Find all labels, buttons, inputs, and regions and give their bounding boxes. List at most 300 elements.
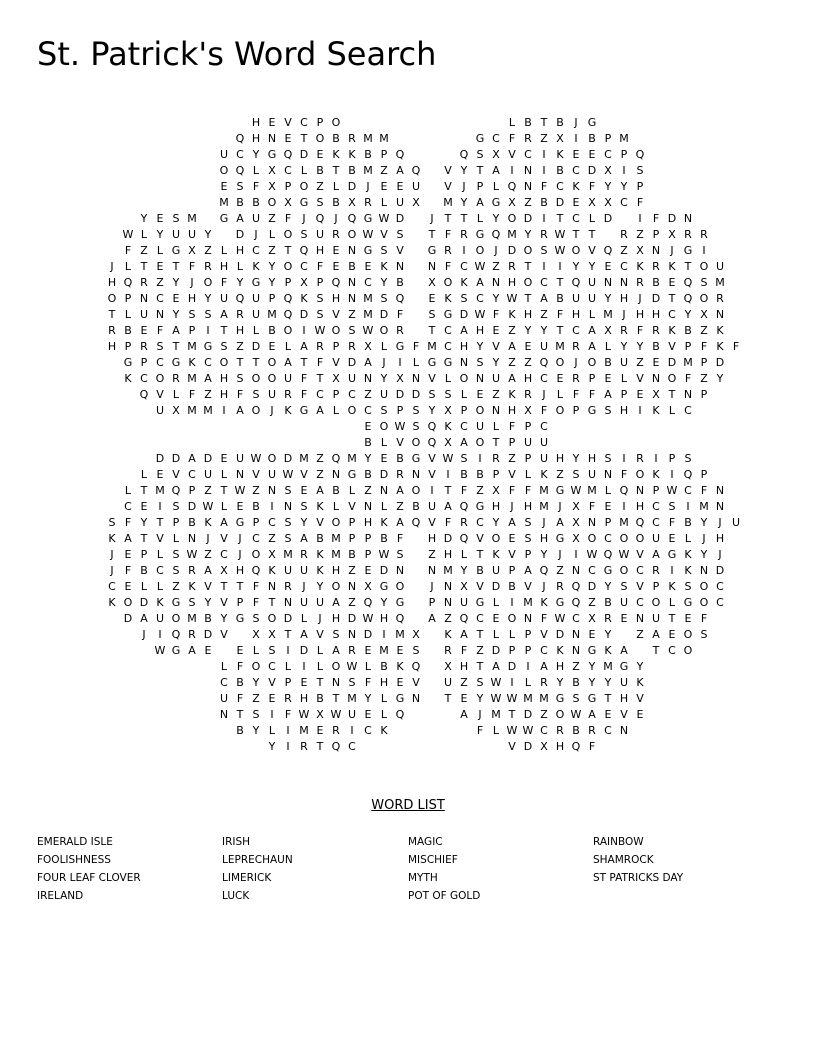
grid-letter: J bbox=[254, 228, 258, 241]
grid-letter: O bbox=[571, 244, 581, 257]
grid-row bbox=[0, 339, 816, 355]
grid-letter: S bbox=[316, 292, 324, 305]
grid-letter: Y bbox=[604, 580, 612, 593]
grid-letter: Q bbox=[427, 420, 437, 433]
grid-letter: Y bbox=[524, 324, 532, 337]
grid-letter: Z bbox=[204, 388, 212, 401]
grid-letter: I bbox=[526, 660, 530, 673]
grid-letter: F bbox=[396, 308, 404, 321]
grid-letter: I bbox=[158, 500, 162, 513]
grid-letter: T bbox=[508, 708, 516, 721]
grid-letter: Y bbox=[156, 228, 164, 241]
grid-letter: P bbox=[524, 644, 532, 657]
grid-letter: L bbox=[172, 388, 180, 401]
grid-letter: P bbox=[492, 468, 500, 481]
grid-letter: L bbox=[476, 212, 484, 225]
grid-letter: V bbox=[412, 676, 420, 689]
grid-letter: C bbox=[636, 596, 644, 609]
grid-letter: W bbox=[314, 324, 326, 337]
grid-letter: Z bbox=[172, 580, 180, 593]
grid-letter: X bbox=[444, 436, 452, 449]
grid-letter: D bbox=[587, 164, 597, 177]
grid-letter: U bbox=[395, 196, 405, 209]
grid-letter: V bbox=[588, 244, 596, 257]
grid-letter: R bbox=[572, 340, 580, 353]
grid-letter: R bbox=[716, 292, 724, 305]
grid-row bbox=[0, 275, 816, 291]
grid-letter: E bbox=[284, 132, 292, 145]
grid-letter: N bbox=[635, 484, 645, 497]
grid-letter: C bbox=[492, 132, 500, 145]
grid-letter: O bbox=[123, 596, 133, 609]
grid-letter: D bbox=[443, 532, 453, 545]
grid-letter: K bbox=[604, 644, 612, 657]
grid-letter: Z bbox=[524, 196, 532, 209]
word-list-item: LUCK bbox=[222, 890, 250, 902]
grid-letter: I bbox=[574, 548, 578, 561]
grid-letter: K bbox=[492, 548, 500, 561]
grid-letter: U bbox=[427, 500, 437, 513]
grid-letter: O bbox=[443, 276, 453, 289]
grid-letter: L bbox=[492, 180, 500, 193]
grid-letter: Y bbox=[604, 676, 612, 689]
grid-letter: I bbox=[286, 724, 290, 737]
grid-letter: C bbox=[348, 388, 356, 401]
grid-letter: F bbox=[444, 516, 452, 529]
grid-letter: E bbox=[204, 644, 212, 657]
grid-letter: W bbox=[506, 292, 518, 305]
grid-letter: L bbox=[492, 596, 500, 609]
grid-letter: C bbox=[156, 356, 164, 369]
grid-letter: S bbox=[604, 452, 612, 465]
grid-letter: X bbox=[348, 196, 356, 209]
grid-letter: H bbox=[331, 292, 341, 305]
grid-letter: G bbox=[667, 548, 677, 561]
grid-letter: P bbox=[604, 132, 612, 145]
grid-letter: N bbox=[619, 724, 629, 737]
grid-letter: B bbox=[380, 532, 388, 545]
grid-letter: K bbox=[556, 148, 564, 161]
grid-letter: Y bbox=[380, 276, 388, 289]
grid-letter: B bbox=[236, 676, 244, 689]
grid-letter: V bbox=[284, 116, 292, 129]
grid-letter: B bbox=[236, 724, 244, 737]
grid-letter: L bbox=[316, 660, 324, 673]
grid-letter: Y bbox=[172, 276, 180, 289]
grid-letter: O bbox=[155, 372, 165, 385]
grid-letter: P bbox=[316, 116, 324, 129]
grid-letter: P bbox=[476, 180, 484, 193]
grid-letter: K bbox=[668, 324, 676, 337]
grid-letter: N bbox=[651, 372, 661, 385]
grid-letter: W bbox=[554, 228, 566, 241]
grid-letter: M bbox=[379, 644, 389, 657]
grid-letter: C bbox=[316, 388, 324, 401]
grid-letter: C bbox=[364, 276, 372, 289]
grid-letter: I bbox=[398, 356, 402, 369]
grid-letter: S bbox=[108, 516, 116, 529]
grid-letter: T bbox=[316, 740, 324, 753]
grid-letter: K bbox=[460, 276, 468, 289]
grid-letter: E bbox=[396, 180, 404, 193]
grid-letter: U bbox=[219, 148, 229, 161]
grid-letter: G bbox=[251, 276, 261, 289]
grid-letter: X bbox=[604, 196, 612, 209]
grid-letter: D bbox=[667, 356, 677, 369]
grid-letter: P bbox=[140, 356, 148, 369]
grid-letter: T bbox=[540, 116, 548, 129]
grid-letter: C bbox=[236, 148, 244, 161]
grid-letter: S bbox=[476, 676, 484, 689]
grid-letter: U bbox=[523, 436, 533, 449]
grid-letter: V bbox=[476, 580, 484, 593]
grid-letter: N bbox=[267, 484, 277, 497]
grid-letter: C bbox=[268, 516, 276, 529]
grid-letter: Z bbox=[204, 548, 212, 561]
grid-letter: J bbox=[494, 244, 498, 257]
grid-letter: A bbox=[220, 516, 228, 529]
grid-letter: N bbox=[347, 244, 357, 257]
grid-letter: B bbox=[332, 484, 340, 497]
grid-letter: T bbox=[220, 324, 228, 337]
grid-letter: L bbox=[380, 436, 388, 449]
grid-letter: R bbox=[348, 132, 356, 145]
grid-letter: T bbox=[172, 260, 180, 273]
grid-row bbox=[0, 371, 816, 387]
grid-letter: N bbox=[571, 644, 581, 657]
grid-letter: X bbox=[284, 196, 292, 209]
grid-letter: U bbox=[379, 388, 389, 401]
grid-letter: Z bbox=[476, 644, 484, 657]
word-list-item: MAGIC bbox=[408, 836, 443, 848]
grid-letter: V bbox=[316, 628, 324, 641]
grid-letter: G bbox=[395, 596, 405, 609]
grid-letter: F bbox=[460, 484, 468, 497]
grid-letter: V bbox=[428, 452, 436, 465]
grid-letter: H bbox=[107, 340, 117, 353]
grid-row bbox=[0, 291, 816, 307]
grid-letter: O bbox=[459, 372, 469, 385]
grid-letter: V bbox=[492, 340, 500, 353]
grid-row bbox=[0, 307, 816, 323]
grid-letter: K bbox=[316, 500, 324, 513]
grid-letter: G bbox=[171, 356, 181, 369]
grid-letter: J bbox=[318, 612, 322, 625]
grid-letter: E bbox=[156, 260, 164, 273]
grid-letter: F bbox=[236, 692, 244, 705]
grid-letter: Y bbox=[476, 340, 484, 353]
grid-letter: A bbox=[204, 564, 212, 577]
grid-letter: B bbox=[364, 436, 372, 449]
grid-letter: B bbox=[332, 132, 340, 145]
grid-letter: P bbox=[332, 340, 340, 353]
grid-letter: E bbox=[636, 708, 644, 721]
grid-letter: T bbox=[316, 676, 324, 689]
grid-letter: Z bbox=[252, 692, 260, 705]
grid-letter: B bbox=[396, 276, 404, 289]
grid-letter: G bbox=[235, 612, 245, 625]
grid-letter: G bbox=[203, 340, 213, 353]
grid-letter: T bbox=[236, 708, 244, 721]
grid-letter: L bbox=[492, 420, 500, 433]
grid-letter: G bbox=[619, 660, 629, 673]
grid-letter: Q bbox=[299, 244, 309, 257]
grid-letter: K bbox=[108, 532, 116, 545]
grid-letter: X bbox=[572, 516, 580, 529]
grid-letter: B bbox=[316, 532, 324, 545]
grid-letter: Q bbox=[283, 292, 293, 305]
grid-letter: D bbox=[379, 564, 389, 577]
grid-letter: J bbox=[478, 708, 482, 721]
grid-letter: W bbox=[362, 324, 374, 337]
grid-letter: A bbox=[556, 516, 564, 529]
grid-letter: D bbox=[395, 388, 405, 401]
grid-letter: Q bbox=[283, 308, 293, 321]
grid-letter: H bbox=[635, 500, 645, 513]
grid-letter: D bbox=[507, 244, 517, 257]
grid-letter: T bbox=[652, 644, 660, 657]
grid-letter: E bbox=[332, 260, 340, 273]
grid-letter: K bbox=[380, 516, 388, 529]
grid-letter: U bbox=[315, 596, 325, 609]
grid-letter: K bbox=[108, 596, 116, 609]
grid-letter: Y bbox=[524, 228, 532, 241]
grid-letter: V bbox=[316, 516, 324, 529]
grid-row bbox=[0, 403, 816, 419]
grid-letter: T bbox=[668, 388, 676, 401]
grid-letter: S bbox=[316, 196, 324, 209]
grid-letter: F bbox=[124, 564, 132, 577]
grid-letter: H bbox=[459, 660, 469, 673]
grid-letter: H bbox=[507, 276, 517, 289]
grid-letter: J bbox=[142, 628, 146, 641]
grid-letter: C bbox=[572, 212, 580, 225]
grid-letter: U bbox=[443, 676, 453, 689]
grid-letter: L bbox=[556, 388, 564, 401]
grid-letter: H bbox=[251, 116, 261, 129]
grid-letter: A bbox=[140, 612, 148, 625]
grid-letter: L bbox=[684, 532, 692, 545]
grid-letter: G bbox=[587, 692, 597, 705]
grid-letter: C bbox=[668, 644, 676, 657]
grid-letter: M bbox=[619, 516, 629, 529]
grid-letter: E bbox=[572, 196, 580, 209]
grid-letter: T bbox=[476, 164, 484, 177]
grid-row bbox=[0, 579, 816, 595]
grid-letter: N bbox=[395, 564, 405, 577]
grid-letter: R bbox=[540, 676, 548, 689]
word-list-item: LIMERICK bbox=[222, 872, 272, 884]
grid-letter: N bbox=[411, 692, 421, 705]
word-list-item: MYTH bbox=[408, 872, 438, 884]
grid-letter: L bbox=[460, 388, 468, 401]
grid-letter: X bbox=[668, 228, 676, 241]
grid-letter: H bbox=[491, 500, 501, 513]
grid-letter: G bbox=[683, 244, 693, 257]
grid-letter: K bbox=[444, 420, 452, 433]
grid-letter: R bbox=[444, 244, 452, 257]
grid-letter: R bbox=[172, 372, 180, 385]
grid-letter: C bbox=[268, 660, 276, 673]
grid-letter: M bbox=[155, 484, 165, 497]
grid-letter: S bbox=[540, 244, 548, 257]
grid-row bbox=[0, 451, 816, 467]
grid-letter: B bbox=[252, 500, 260, 513]
grid-letter: O bbox=[251, 372, 261, 385]
grid-letter: B bbox=[236, 196, 244, 209]
grid-letter: N bbox=[427, 260, 437, 273]
grid-letter: Q bbox=[395, 708, 405, 721]
grid-letter: W bbox=[522, 724, 534, 737]
grid-letter: X bbox=[540, 740, 548, 753]
grid-letter: O bbox=[555, 404, 565, 417]
grid-letter: C bbox=[652, 516, 660, 529]
grid-letter: D bbox=[587, 580, 597, 593]
grid-letter: S bbox=[172, 500, 180, 513]
grid-letter: P bbox=[652, 580, 660, 593]
grid-letter: C bbox=[588, 564, 596, 577]
grid-letter: R bbox=[636, 452, 644, 465]
grid-letter: D bbox=[523, 212, 533, 225]
grid-letter: L bbox=[332, 180, 340, 193]
grid-row bbox=[0, 259, 816, 275]
grid-letter: N bbox=[331, 676, 341, 689]
grid-row bbox=[0, 643, 816, 659]
grid-letter: A bbox=[236, 212, 244, 225]
word-list-item: FOOLISHNESS bbox=[37, 854, 111, 866]
grid-letter: I bbox=[702, 244, 706, 257]
grid-letter: J bbox=[542, 516, 546, 529]
grid-letter: T bbox=[572, 228, 580, 241]
grid-letter: Y bbox=[540, 548, 548, 561]
grid-letter: G bbox=[363, 212, 373, 225]
grid-letter: G bbox=[267, 148, 277, 161]
grid-letter: N bbox=[587, 516, 597, 529]
grid-letter: B bbox=[508, 580, 516, 593]
grid-letter: S bbox=[348, 676, 356, 689]
grid-letter: H bbox=[539, 532, 549, 545]
grid-letter: U bbox=[587, 468, 597, 481]
grid-letter: J bbox=[622, 308, 626, 321]
word-list-item: ST PATRICKS DAY bbox=[593, 872, 684, 884]
grid-letter: F bbox=[396, 532, 404, 545]
word-list-item: IRISH bbox=[222, 836, 251, 848]
grid-letter: Q bbox=[539, 356, 549, 369]
grid-letter: O bbox=[523, 276, 533, 289]
grid-letter: I bbox=[446, 468, 450, 481]
grid-letter: R bbox=[140, 340, 148, 353]
word-list-item: FOUR LEAF CLOVER bbox=[37, 872, 141, 884]
grid-letter: H bbox=[635, 308, 645, 321]
grid-letter: E bbox=[604, 372, 612, 385]
grid-letter: S bbox=[460, 292, 468, 305]
grid-letter: P bbox=[124, 292, 132, 305]
grid-letter: V bbox=[636, 372, 644, 385]
grid-letter: O bbox=[587, 356, 597, 369]
grid-letter: B bbox=[556, 164, 564, 177]
grid-letter: C bbox=[572, 324, 580, 337]
grid-letter: D bbox=[507, 660, 517, 673]
grid-letter: Q bbox=[315, 212, 325, 225]
grid-letter: Z bbox=[636, 228, 644, 241]
grid-letter: Z bbox=[492, 260, 500, 273]
grid-letter: Y bbox=[268, 740, 276, 753]
grid-letter: Y bbox=[492, 356, 500, 369]
grid-letter: T bbox=[556, 276, 564, 289]
grid-letter: C bbox=[476, 516, 484, 529]
grid-letter: E bbox=[300, 676, 308, 689]
grid-letter: G bbox=[443, 308, 453, 321]
grid-letter: K bbox=[684, 564, 692, 577]
grid-letter: N bbox=[235, 468, 245, 481]
grid-letter: S bbox=[156, 340, 164, 353]
grid-row bbox=[0, 211, 816, 227]
grid-row bbox=[0, 627, 816, 643]
grid-letter: U bbox=[155, 404, 165, 417]
grid-letter: P bbox=[348, 516, 356, 529]
grid-letter: S bbox=[572, 692, 580, 705]
grid-letter: S bbox=[572, 468, 580, 481]
grid-letter: R bbox=[284, 692, 292, 705]
grid-letter: C bbox=[524, 148, 532, 161]
grid-letter: A bbox=[396, 516, 404, 529]
grid-letter: T bbox=[300, 356, 308, 369]
grid-letter: P bbox=[700, 388, 708, 401]
grid-letter: N bbox=[155, 308, 165, 321]
grid-letter: Q bbox=[571, 580, 581, 593]
grid-letter: G bbox=[475, 228, 485, 241]
grid-letter: E bbox=[268, 692, 276, 705]
grid-letter: X bbox=[572, 532, 580, 545]
grid-letter: R bbox=[556, 580, 564, 593]
grid-letter: W bbox=[122, 228, 134, 241]
grid-letter: K bbox=[380, 260, 388, 273]
grid-letter: F bbox=[444, 260, 452, 273]
grid-letter: L bbox=[444, 372, 452, 385]
grid-letter: H bbox=[331, 564, 341, 577]
grid-letter: B bbox=[684, 516, 692, 529]
grid-letter: B bbox=[140, 564, 148, 577]
grid-letter: Z bbox=[364, 484, 372, 497]
grid-letter: P bbox=[284, 676, 292, 689]
grid-letter: H bbox=[251, 132, 261, 145]
grid-letter: L bbox=[124, 484, 132, 497]
grid-letter: I bbox=[622, 164, 626, 177]
grid-letter: T bbox=[428, 324, 436, 337]
grid-letter: T bbox=[444, 692, 452, 705]
grid-letter: S bbox=[444, 388, 452, 401]
grid-letter: R bbox=[236, 308, 244, 321]
grid-letter: B bbox=[316, 164, 324, 177]
grid-letter: R bbox=[188, 564, 196, 577]
grid-letter: H bbox=[315, 244, 325, 257]
grid-letter: A bbox=[460, 708, 468, 721]
grid-letter: G bbox=[587, 404, 597, 417]
grid-letter: Y bbox=[540, 324, 548, 337]
grid-letter: V bbox=[348, 500, 356, 513]
grid-letter: J bbox=[366, 180, 370, 193]
grid-letter: T bbox=[524, 260, 532, 273]
grid-letter: E bbox=[380, 180, 388, 193]
grid-letter: N bbox=[427, 564, 437, 577]
grid-letter: A bbox=[188, 452, 196, 465]
grid-letter: L bbox=[236, 260, 244, 273]
grid-letter: K bbox=[380, 724, 388, 737]
grid-letter: W bbox=[298, 708, 310, 721]
grid-letter: W bbox=[474, 308, 486, 321]
grid-letter: W bbox=[506, 724, 518, 737]
grid-letter: F bbox=[284, 212, 292, 225]
